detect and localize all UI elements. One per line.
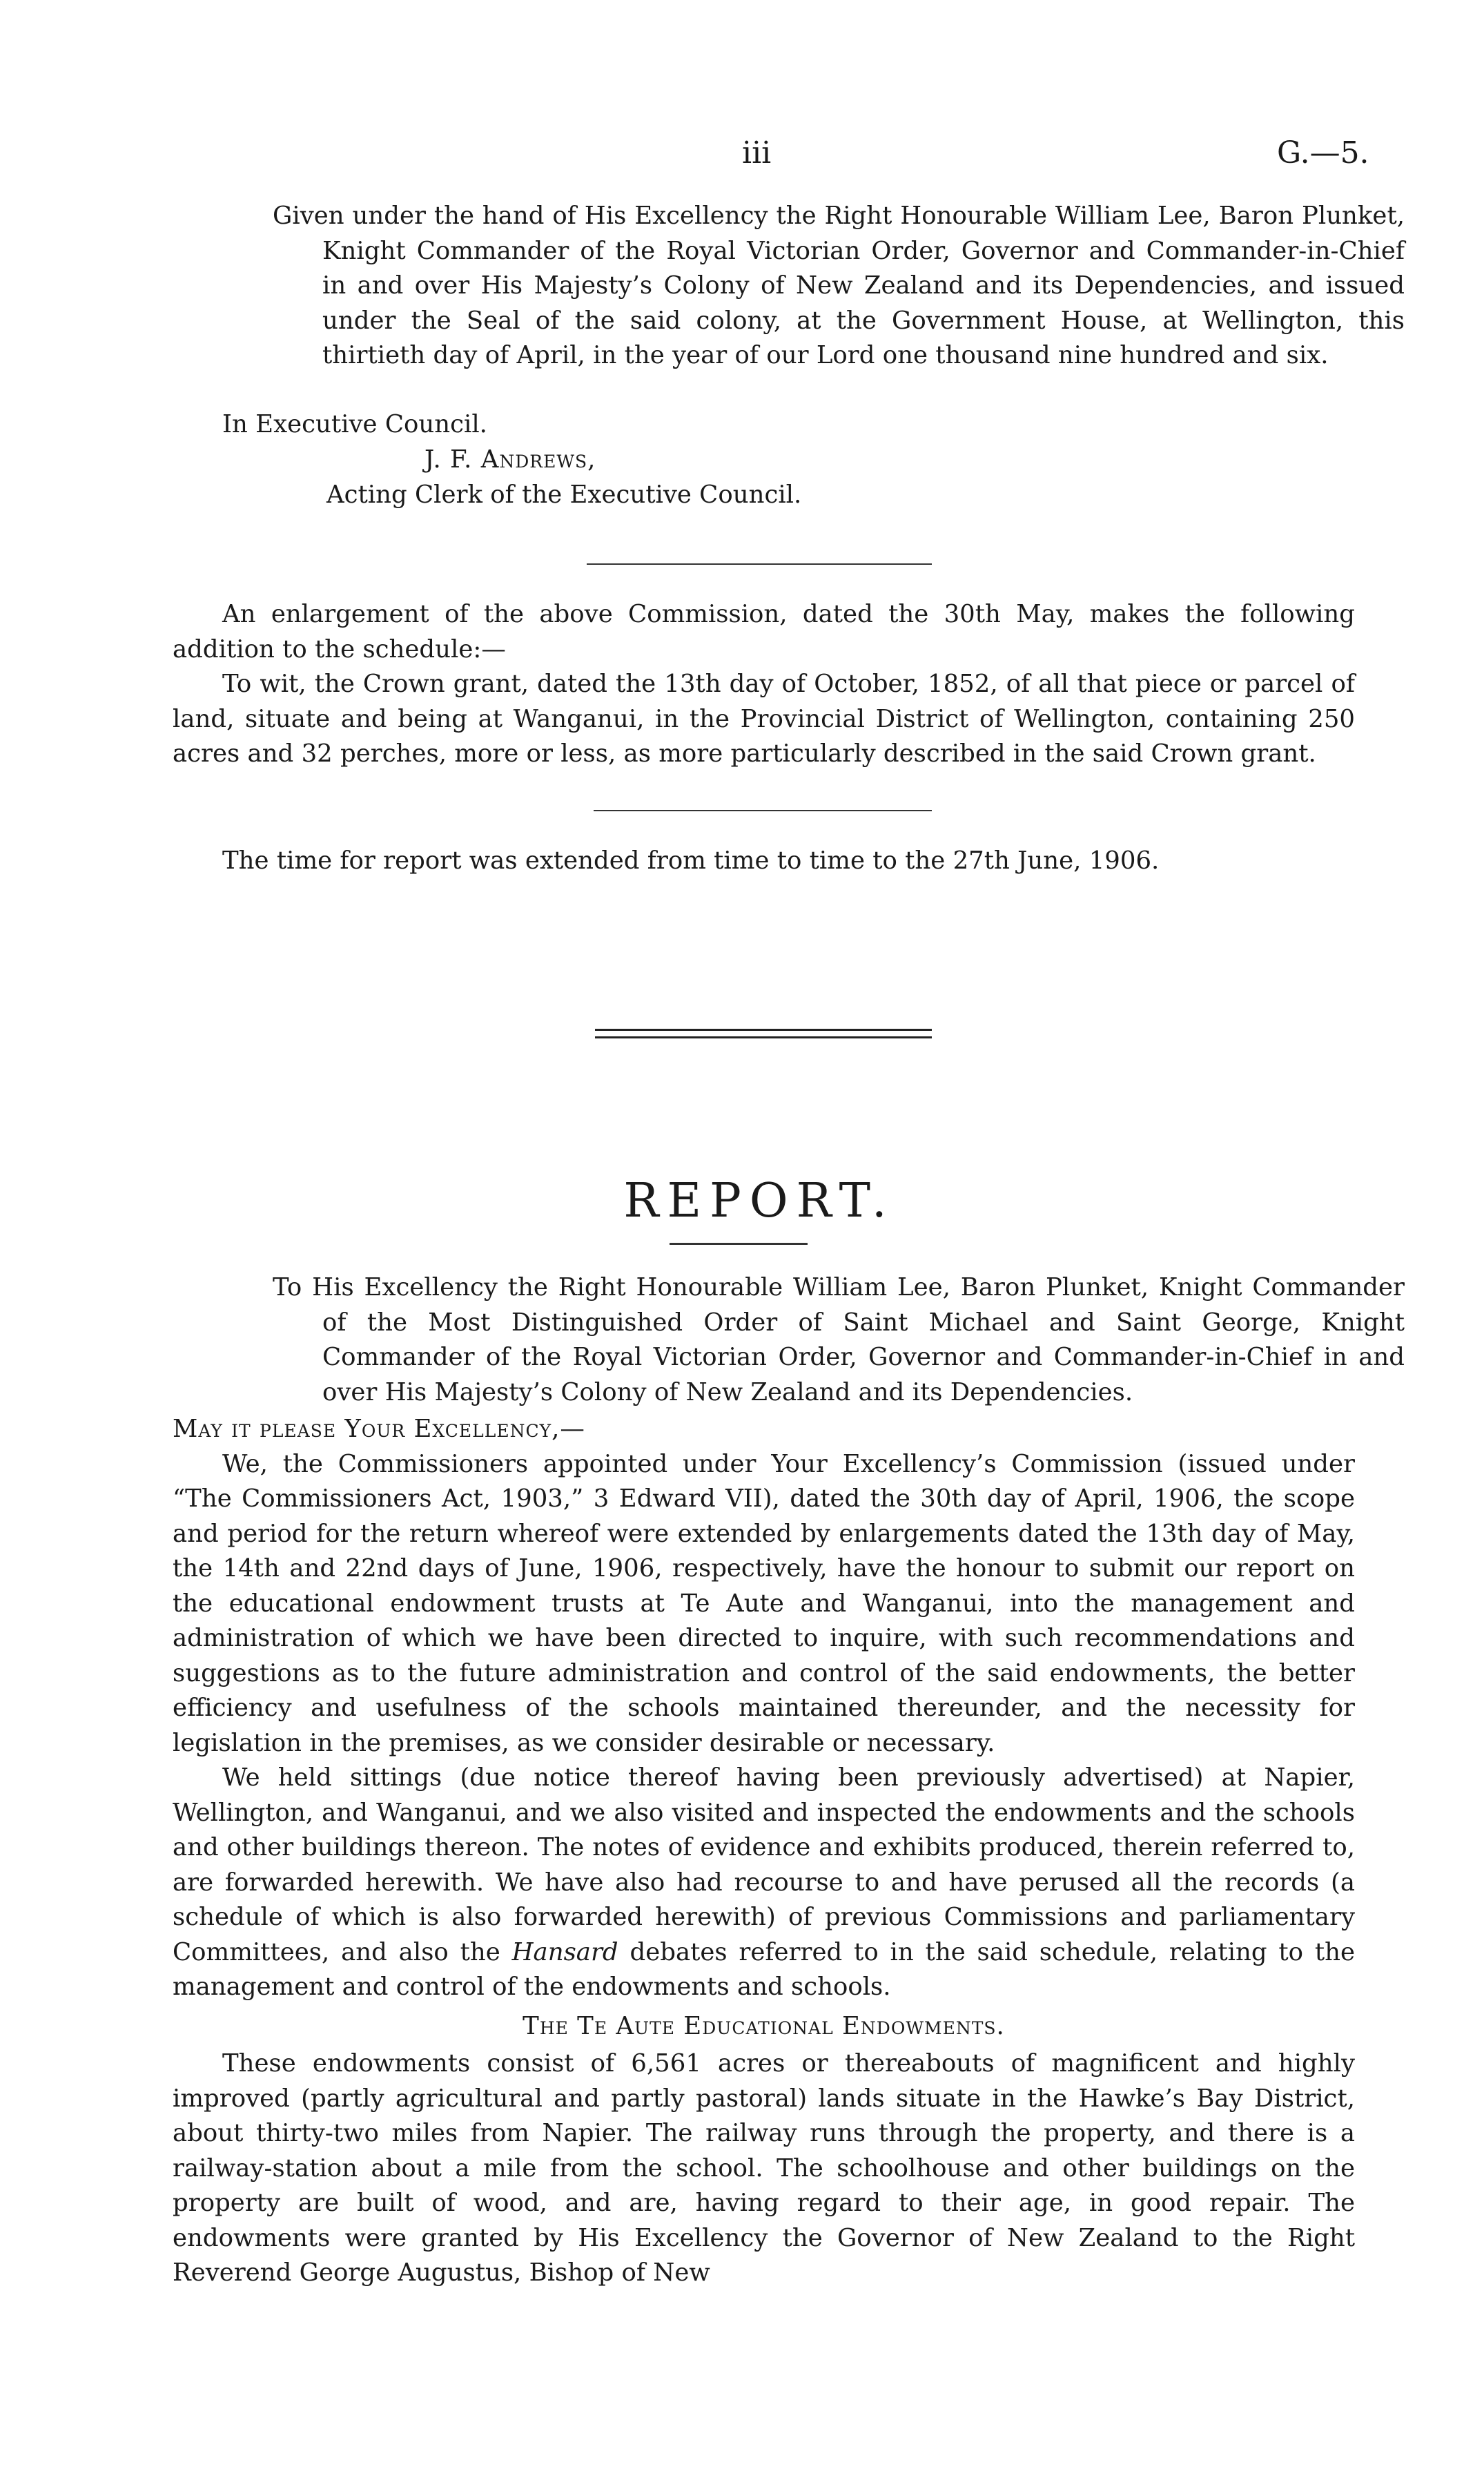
signatory-title: Acting Clerk of the Executive Council. <box>326 481 802 509</box>
page-number: iii <box>742 135 772 171</box>
signatory-name: J. F. Andrews, <box>424 445 596 474</box>
report-address: To His Excellency the Right Honourable William Lee, Baron Plunket, Knight Commander of the Most Distinguished Order of Saint Michael and Saint George, Knight Commander of the Royal Victorian Order, Governor and Commander-in-Chief in and over His Majesty’s Colony of New Zealand and its Dependencies. <box>273 1273 1405 1406</box>
in-executive-council: In Executive Council. <box>222 410 487 438</box>
extension-paragraph: The time for report was extended from time to time to the 27th June, 1906. <box>222 846 1160 875</box>
document-reference: G.—5. <box>1277 135 1369 171</box>
salutation: May it please Your Excellency,— <box>173 1415 585 1443</box>
enlargement-paragraph-2: To wit, the Crown grant, dated the 13th day of October, 1852, of all that piece or parcel of land, situate and being at Wanganui, in the Provincial District of Wellington, containing 250 acres and 32 perches, more or less, as more particularly described in the said Crown grant. <box>173 670 1355 768</box>
section-divider-1 <box>587 563 932 565</box>
report-paragraph-1: We, the Commissioners appointed under Your Excellency’s Commission (issued under “The Commissioners Act, 1903,” 3 Edward VII), dated the 30th day of April, 1906, the scope and period for the return whereof were extended by enlargements dated the 13th day of May, the 14th and 22nd days of June, 1906, respectively, have the honour to submit our report on the educational endowment trusts at Te Aute and Wanganui, into the management and administration of which we have been directed to inquire, with such recommendations and suggestions as to the future administration and control of the said endowments, the better efficiency and usefulness of the schools maintained thereunder, and the necessity for legislation in the premises, as we consider desirable or necessary. <box>173 1449 1355 1757</box>
paragraph-2-text-before: We held sittings (due notice thereof having been previously advertised) at Napier, Wellington, and Wanganui, and we also visited and inspected the endowments and the schools and other buildings thereon. The notes of evidence and exhibits produced, therein referred to, are forwarded herewith. We have also had recourse to and have perused all the records (a schedule of which is also forwarded herewith) of previous Commissions and parliamentary Committees, and also the <box>173 1763 1355 1966</box>
report-paragraph-3: These endowments consist of 6,561 acres or thereabouts of magnificent and highly improved (partly agricultural and partly pastoral) lands situate in the Hawke’s Bay District, about thirty-two miles from Napier. The railway runs through the property, and there is a railway-station about a mile from the school. The schoolhouse and other buildings on the property are built of wood, and are, having regard to their age, in good repair. The endowments were granted by His Excellency the Governor of New Zealand to the Right Reverend George Augustus, Bishop of New <box>173 2049 1355 2287</box>
section-heading-te-aute: The Te Aute Educational Endowments. <box>523 2011 1005 2040</box>
report-paragraph-2 <box>173 1761 1355 2005</box>
report-body <box>173 1412 1355 2291</box>
double-divider <box>595 1029 932 1038</box>
section-divider-2 <box>594 810 932 811</box>
title-underline <box>670 1243 808 1245</box>
report-title: REPORT. <box>623 1174 895 1228</box>
commission-given-paragraph: Given under the hand of His Excellency the Right Honourable William Lee, Baron Plunket, Knight Commander of the Royal Victorian Order, Governor and Commander-in-Chief in and over His Majesty’s Colony of New Zealand and its Dependencies, and issued under the Seal of the said colony, at the Government House, at Wellington, this thirtieth day of April, in the year of our Lord one thousand nine hundred and six. <box>273 202 1405 369</box>
paragraph-2-text-after: debates referred to in the said schedule, relating to the management and control of the endowments and schools. <box>173 1937 1355 2001</box>
enlargement-block <box>173 597 1355 772</box>
hansard-italic: Hansard <box>511 1937 618 1966</box>
enlargement-paragraph-1: An enlargement of the above Commission, dated the 30th May, makes the following addition to the schedule:— <box>173 600 1355 664</box>
